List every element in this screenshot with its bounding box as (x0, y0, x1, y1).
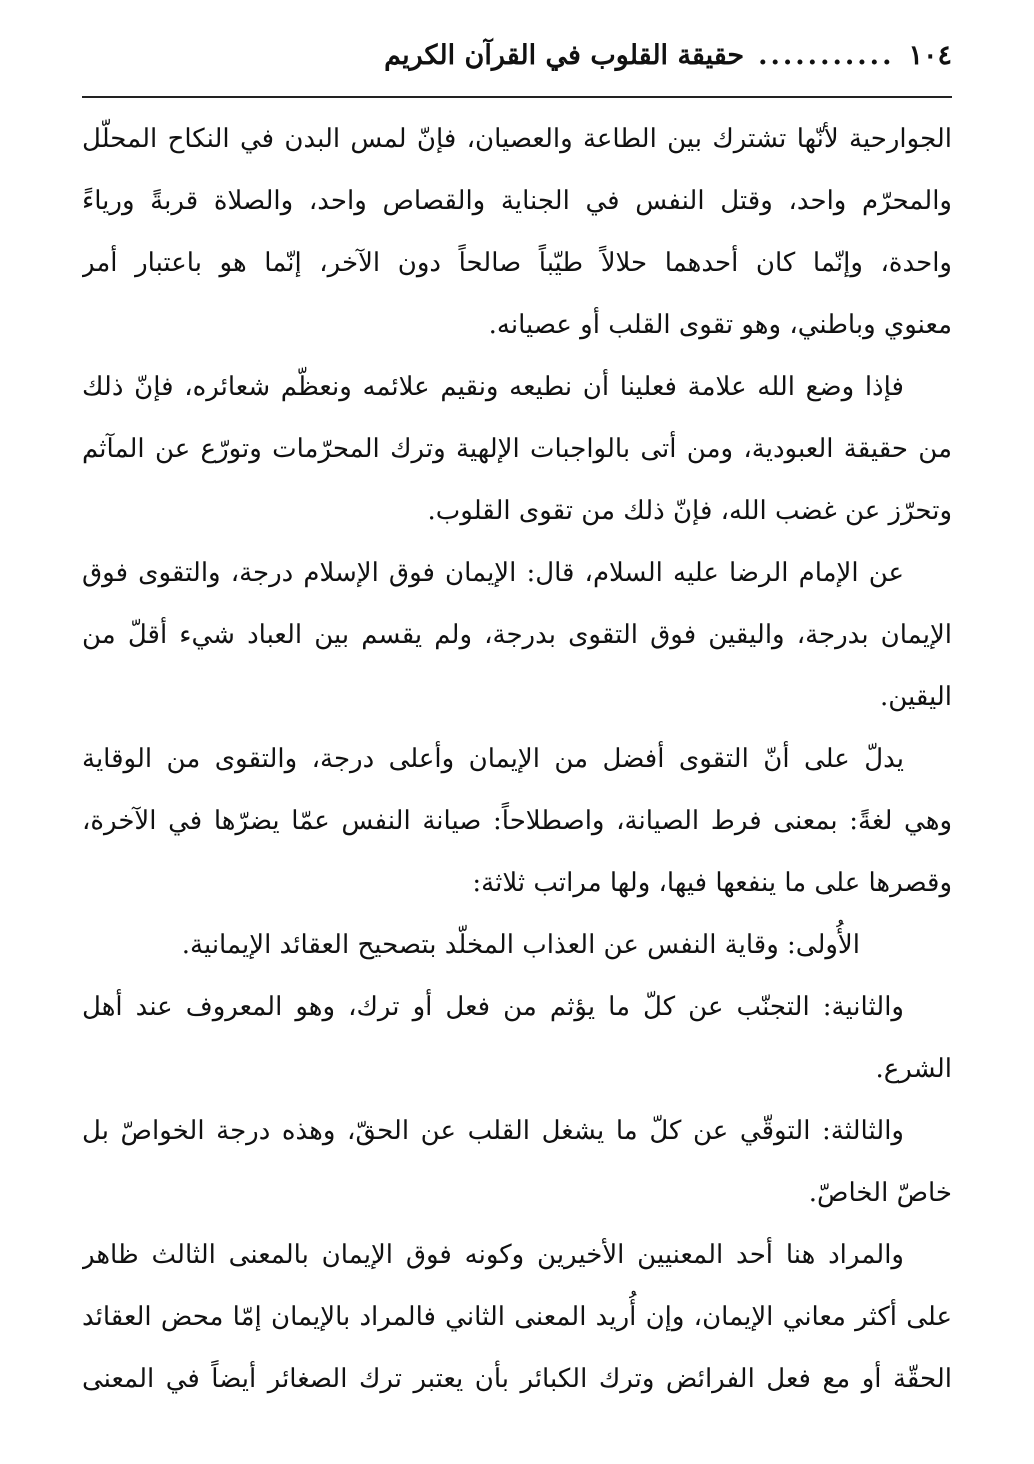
text-line: فإذا وضع الله علامة فعلينا أن نطيعه ونقيم علائمه ونعظّم شعائره، فإنّ ذلك (82, 372, 904, 402)
text-line: الأُولى: وقاية النفس عن العذاب المخلّد بتصحيح العقائد الإيمانية. (181, 930, 860, 960)
text-line: عن الإمام الرضا عليه السلام، قال: الإيمان فوق الإسلام درجة، والتقوى فوق (82, 558, 904, 588)
page-header (82, 40, 952, 98)
page-body (82, 108, 952, 1410)
text-line: والثانية: التجنّب عن كلّ ما يؤثم من فعل أو ترك، وهو المعروف عند أهل (82, 992, 904, 1022)
text-line: من حقيقة العبودية، ومن أتى بالواجبات الإلهية وترك المحرّمات وتورّع عن المآثم (82, 434, 952, 464)
text-line: يدلّ على أنّ التقوى أفضل من الإيمان وأعلى درجة، والتقوى من الوقاية (82, 744, 904, 774)
paragraph (82, 356, 952, 542)
text-line: الشرع. (875, 1054, 952, 1084)
text-line: الجوارحية لأنّها تشترك بين الطاعة والعصيان، فإنّ لمس البدن في النكاح المحلّل (82, 124, 952, 154)
paragraph (82, 108, 952, 356)
text-line: واحدة، وإنّما كان أحدهما حلالاً طيّباً صالحاً دون الآخر، إنّما هو باعتبار أمر (82, 248, 952, 278)
text-line: وتحرّز عن غضب الله، فإنّ ذلك من تقوى القلوب. (427, 496, 952, 526)
text-line: الحقّة أو مع فعل الفرائض وترك الكبائر بأن يعتبر ترك الصغائر أيضاً في المعنى (82, 1364, 952, 1394)
text-line: معنوي وباطني، وهو تقوى القلب أو عصيانه. (488, 310, 952, 340)
text-line: والمحرّم واحد، وقتل النفس في الجناية والقصاص واحد، والصلاة قربةً ورياءً (82, 186, 952, 216)
text-line: والمراد هنا أحد المعنيين الأخيرين وكونه فوق الإيمان بالمعنى الثالث ظاهر (82, 1240, 904, 1270)
page-number: ١٠٤ (908, 40, 952, 71)
text-line: والثالثة: التوقّي عن كلّ ما يشغل القلب عن الحقّ، وهذه درجة الخواصّ بل (82, 1116, 904, 1146)
text-line: على أكثر معاني الإيمان، وإن أُريد المعنى الثاني فالمراد بالإيمان إمّا محض العقائد (82, 1302, 952, 1332)
paragraph (82, 976, 952, 1100)
paragraph (82, 542, 952, 728)
text-line: الإيمان بدرجة، واليقين فوق التقوى بدرجة، ولم يقسم بين العباد شيء أقلّ من (82, 620, 952, 650)
text-line: اليقين. (879, 682, 952, 712)
paragraph (82, 1100, 952, 1224)
book-page (82, 40, 952, 1410)
dot-leader: ........... (758, 40, 895, 71)
text-line: خاصّ الخاصّ. (808, 1178, 952, 1208)
paragraph (82, 728, 952, 914)
paragraph (82, 1224, 952, 1410)
running-title: حقيقة القلوب في القرآن الكريم (384, 40, 745, 71)
text-line: وقصرها على ما ينفعها فيها، ولها مراتب ثلاثة: (472, 868, 952, 898)
text-line: وهي لغةً: بمعنى فرط الصيانة، واصطلاحاً: صيانة النفس عمّا يضرّها في الآخرة، (82, 806, 952, 836)
paragraph (82, 914, 952, 976)
